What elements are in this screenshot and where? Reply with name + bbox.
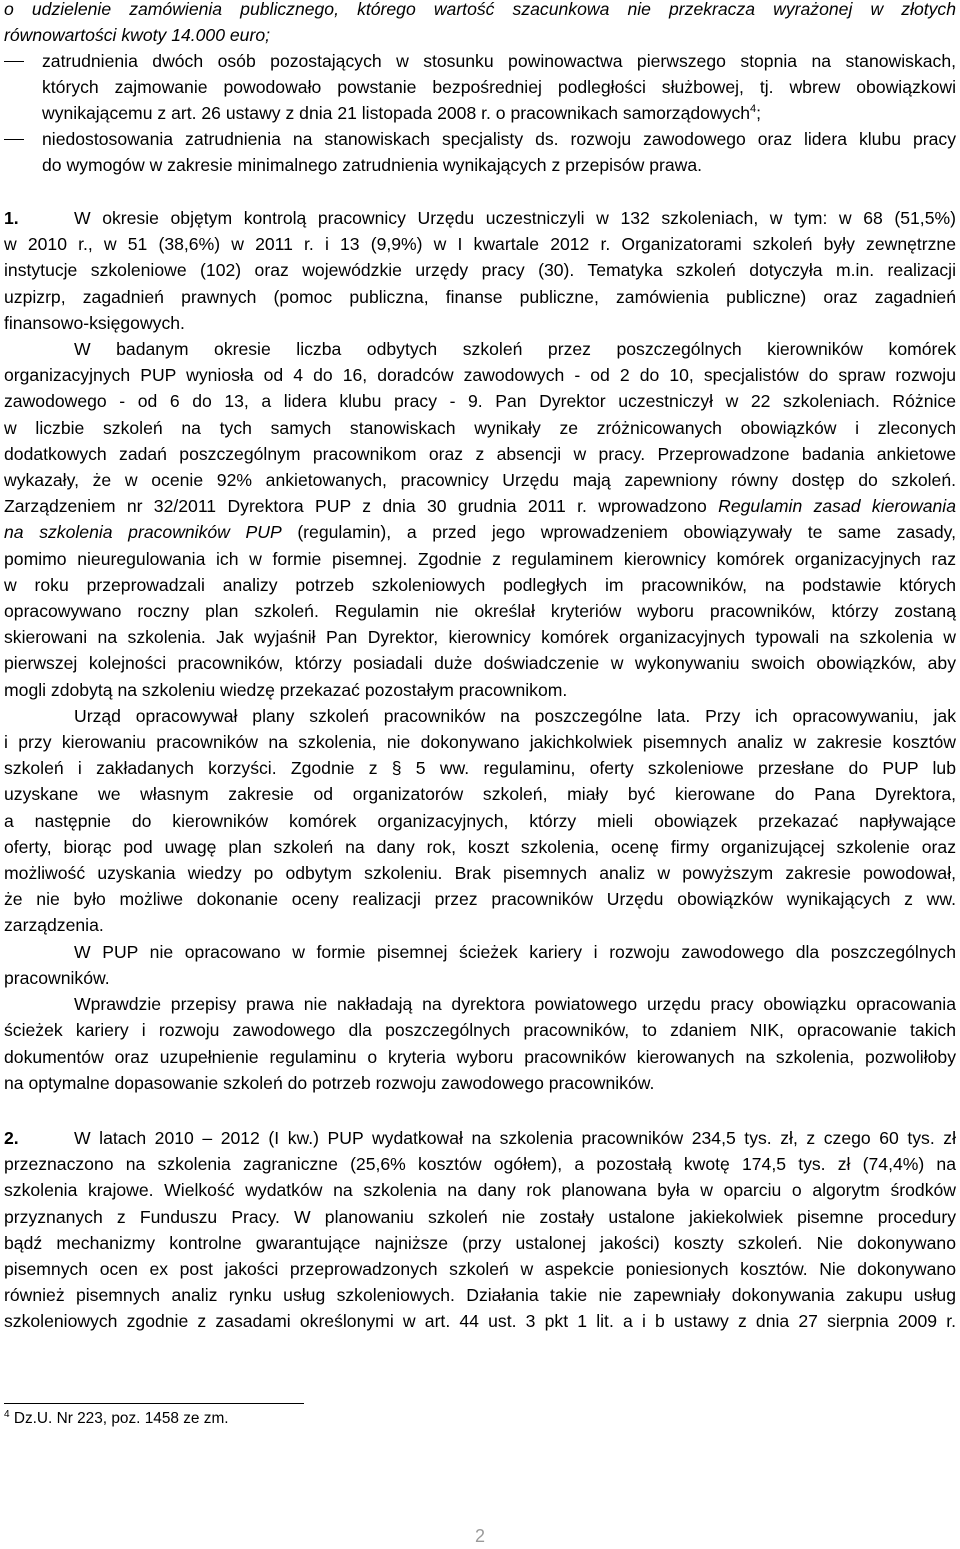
text-line: zarządzenia. bbox=[4, 915, 104, 936]
text-span: Zarządzeniem nr 32/2011 Dyrektora PUP z dnia 30 grudnia 2011 r. wprowadzono bbox=[4, 496, 719, 517]
text-line: w 2010 r., w 51 (38,6%) w 2011 r. i 13 (9,9%) w I kwartale 2012 r. Organizatorami szkoleń były zewnętrzne bbox=[4, 234, 956, 255]
text-line: pisemnych ocen ex post jakości przeprowadzonych szkoleń w aspekcie poniesionych kosztów. Nie dokonywano bbox=[4, 1259, 956, 1280]
text-line: bądź mechanizmy kontrolne gwarantujące najniższe (przy ustalonej jakości) koszty szkoleń. Nie dokonywano bbox=[4, 1232, 956, 1253]
text-line: szkoleniowych zgodnie z zasadami określonymi w art. 44 ust. 3 pkt 1 lit. a i b ustawy z dnia 27 sierpnia 2009 r. bbox=[4, 1311, 956, 1332]
text-line: dodatkowych zadań poszczególnym pracownikom oraz z absencji w pracy. Przeprowadzone badania ankietowe bbox=[4, 443, 956, 464]
text-line bbox=[4, 1125, 956, 1151]
footnote-text: Dz.U. Nr 223, poz. 1458 ze zm. bbox=[9, 1410, 229, 1427]
text-span: W okresie objętym kontrolą pracownicy Urzędu uczestniczyli w 132 szkoleniach, w tym: w 68 (51,5%) bbox=[74, 208, 956, 228]
text-line: równowartości kwoty 14.000 euro; bbox=[4, 25, 270, 45]
text-line: W badanym okresie liczba odbytych szkoleń przez poszczególnych kierowników komórek bbox=[74, 339, 956, 360]
text-line: uzpizrp, zagadnień prawnych (pomoc publiczna, finanse publiczne, zamówienia publiczne) oraz zagadnień bbox=[4, 286, 956, 307]
text-line: w roku przeprowadzali analizy potrzeb szkoleniowych podległych im pracowników, na podstawie których bbox=[4, 574, 956, 595]
text-span: W latach 2010 – 2012 (I kw.) PUP wydatkował na szkolenia pracowników 234,5 tys. zł, z czego 60 tys. zł bbox=[74, 1128, 956, 1148]
text-line: pierwszej kolejności pracowników, którzy posiadali duże doświadczenie w wykonywaniu swoich obowiązków, aby bbox=[4, 653, 956, 674]
text-line: i przy kierowaniu pracowników na szkolenia, nie dokonywano jakichkolwiek pisemnych analiz w zakresie kosztów bbox=[4, 732, 956, 753]
text-line: niedostosowania zatrudnienia na stanowiskach specjalisty ds. rozwoju zawodowego oraz lidera klubu pracy bbox=[42, 129, 956, 149]
section-1 bbox=[4, 205, 956, 1096]
text-line: oferty, biorąc pod uwagę plan szkoleń na dany rok, koszt szkolenia, ocenę firmy organizującej szkolenie oraz bbox=[4, 836, 956, 857]
text-line: również pisemnych analiz rynku usług szkoleniowych. Działania takie nie zapewniały dokonywania zakupu usług bbox=[4, 1285, 956, 1306]
dash-list-item bbox=[4, 48, 956, 74]
text-line: szkolenia krajowe. Wielkość wydatków na szkolenia na dany rok planowana była w oparciu o algorytm środków bbox=[4, 1180, 956, 1201]
text-line: wykazały, że w ocenie 92% ankietowanych, pracownicy Urzędu mają zapewniony równy dostęp do szkoleń. bbox=[4, 470, 956, 491]
text-line: możliwość uzyskania wiedzy po odbytym szkoleniu. Brak pisemnych analiz w powyższym zakresie powodował, bbox=[4, 863, 956, 884]
dash-list-item bbox=[4, 126, 956, 152]
text-line: zatrudnienia dwóch osób pozostających w stosunku powinowactwa pierwszego stopnia na stanowiskach, bbox=[42, 51, 956, 71]
text-line: finansowo-księgowych. bbox=[4, 312, 185, 333]
text-line: mogli zdobytą na szkoleniu wiedzę przekazać pozostałym pracownikom. bbox=[4, 679, 568, 700]
text-span: (regulamin), a przed jego wprowadzeniem obowiązywały te same zasady, bbox=[281, 522, 956, 543]
text-line: pracowników. bbox=[4, 967, 110, 988]
text-line: na optymalne dopasowanie szkoleń do potrzeb rozwoju zawodowego pracowników. bbox=[4, 1072, 655, 1093]
section-2 bbox=[4, 1125, 956, 1335]
text-line: których zajmowanie powodowało powstanie bezpośredniej podległości służbowej, tj. wbrew obowiązkowi bbox=[42, 77, 956, 97]
text-line bbox=[4, 493, 956, 519]
text-line bbox=[4, 205, 956, 231]
text-line: zawodowego - od 6 do 13, a lidera klubu pracy - 9. Pan Dyrektor uczestniczył w 22 szkoleniach. Różnice bbox=[4, 391, 956, 412]
text-line: Urząd opracowywał plany szkoleń pracowników na poszczególne lata. Przy ich opracowywaniu, jak bbox=[74, 705, 956, 726]
text-line: instytucje szkoleniowe (102) oraz wojewódzkie urzędy pracy (30). Tematyka szkoleń dotyczyła m.in. realizacji bbox=[4, 260, 956, 281]
text-line: że nie było możliwe dokonanie oceny realizacji przez pracowników Urzędu obowiązków wynikających z ww. bbox=[4, 889, 956, 910]
text-line: dokumentów oraz uzupełnienie regulaminu o kryteria wyboru pracowników kierowanych na szkolenia, pozwoliłoby bbox=[4, 1046, 956, 1067]
section-number: 1. bbox=[4, 208, 19, 228]
section-number: 2. bbox=[4, 1128, 19, 1148]
text-line: pomimo nieuregulowania ich w formie pisemnej. Zgodnie z regulaminem kierownicy komórek organizacyjnych raz bbox=[4, 548, 956, 569]
text-line: organizacyjnych PUP wyniosła od 4 do 16, doradców zawodowych - od 2 do 10, specjalistów do spraw rozwoju bbox=[4, 365, 956, 386]
footnote-divider bbox=[4, 1403, 304, 1404]
text-line: ścieżek kariery i rozwoju zawodowego dla poszczególnych pracowników, to zdaniem NIK, opracowanie takich bbox=[4, 1020, 956, 1041]
text-line: a następnie do kierowników komórek organizacyjnych, którzy mieli obowiązek przekazać napływające bbox=[4, 810, 956, 831]
text-line: skierowani na szkolenia. Jak wyjaśnił Pan Dyrektor, kierownicy komórek organizacyjnych typowali na szkolenia w bbox=[4, 627, 956, 648]
text-line: o udzielenie zamówienia publicznego, którego wartość szacunkowa nie przekracza wyrażonej w złotych bbox=[4, 0, 956, 19]
footnote-mark: 4 bbox=[4, 1408, 10, 1420]
text-line: uzyskane we własnym zakresie od organizatorów szkoleń, miały być kierowane do Pana Dyrektora, bbox=[4, 784, 956, 805]
text-line bbox=[4, 519, 956, 545]
text-line: opracowywano roczny plan szkoleń. Regulamin nie określał kryteriów wyboru pracowników, którzy zostaną bbox=[4, 601, 956, 622]
page-number: 2 bbox=[474, 1526, 485, 1546]
text-line bbox=[42, 100, 761, 126]
text-span: ; bbox=[756, 103, 762, 123]
text-line: W PUP nie opracowano w formie pisemnej ścieżek kariery i rozwoju zawodowego dla poszczególnych bbox=[74, 941, 956, 962]
regulation-title: na szkolenia pracowników PUP bbox=[4, 522, 282, 543]
text-line: w liczbie szkoleń na tych samych stanowiskach wynikały ze zróżnicowanych obowiązków i zleconych bbox=[4, 417, 956, 438]
text-line: Wprawdzie przepisy prawa nie nakładają na dyrektora powiatowego urzędu pracy obowiązku opracowania bbox=[74, 994, 956, 1015]
text-line: szkoleń i zakładanych korzyści. Zgodnie z § 5 ww. regulaminu, oferty szkoleniowe przesłane do PUP lub bbox=[4, 758, 956, 779]
footnote-ref: 4 bbox=[750, 103, 757, 116]
text-line: przeznaczono na szkolenia zagraniczne (25,6% kosztów ogółem), a pozostałą kwotę 174,5 tys. zł (74,4%) na bbox=[4, 1154, 956, 1175]
text-span: wynikającemu z art. 26 ustawy z dnia 21 listopada 2008 r. o pracownikach samorządowych bbox=[42, 103, 751, 123]
regulation-title: Regulamin zasad kierowania bbox=[718, 496, 956, 517]
text-line: przyznanych z Funduszu Pracy. W planowaniu szkoleń nie zostały ustalone jakiekolwiek pisemne procedury bbox=[4, 1206, 956, 1227]
text-line: do wymogów w zakresie minimalnego zatrudnienia wynikających z przepisów prawa. bbox=[42, 155, 703, 175]
footnote bbox=[4, 1410, 229, 1428]
